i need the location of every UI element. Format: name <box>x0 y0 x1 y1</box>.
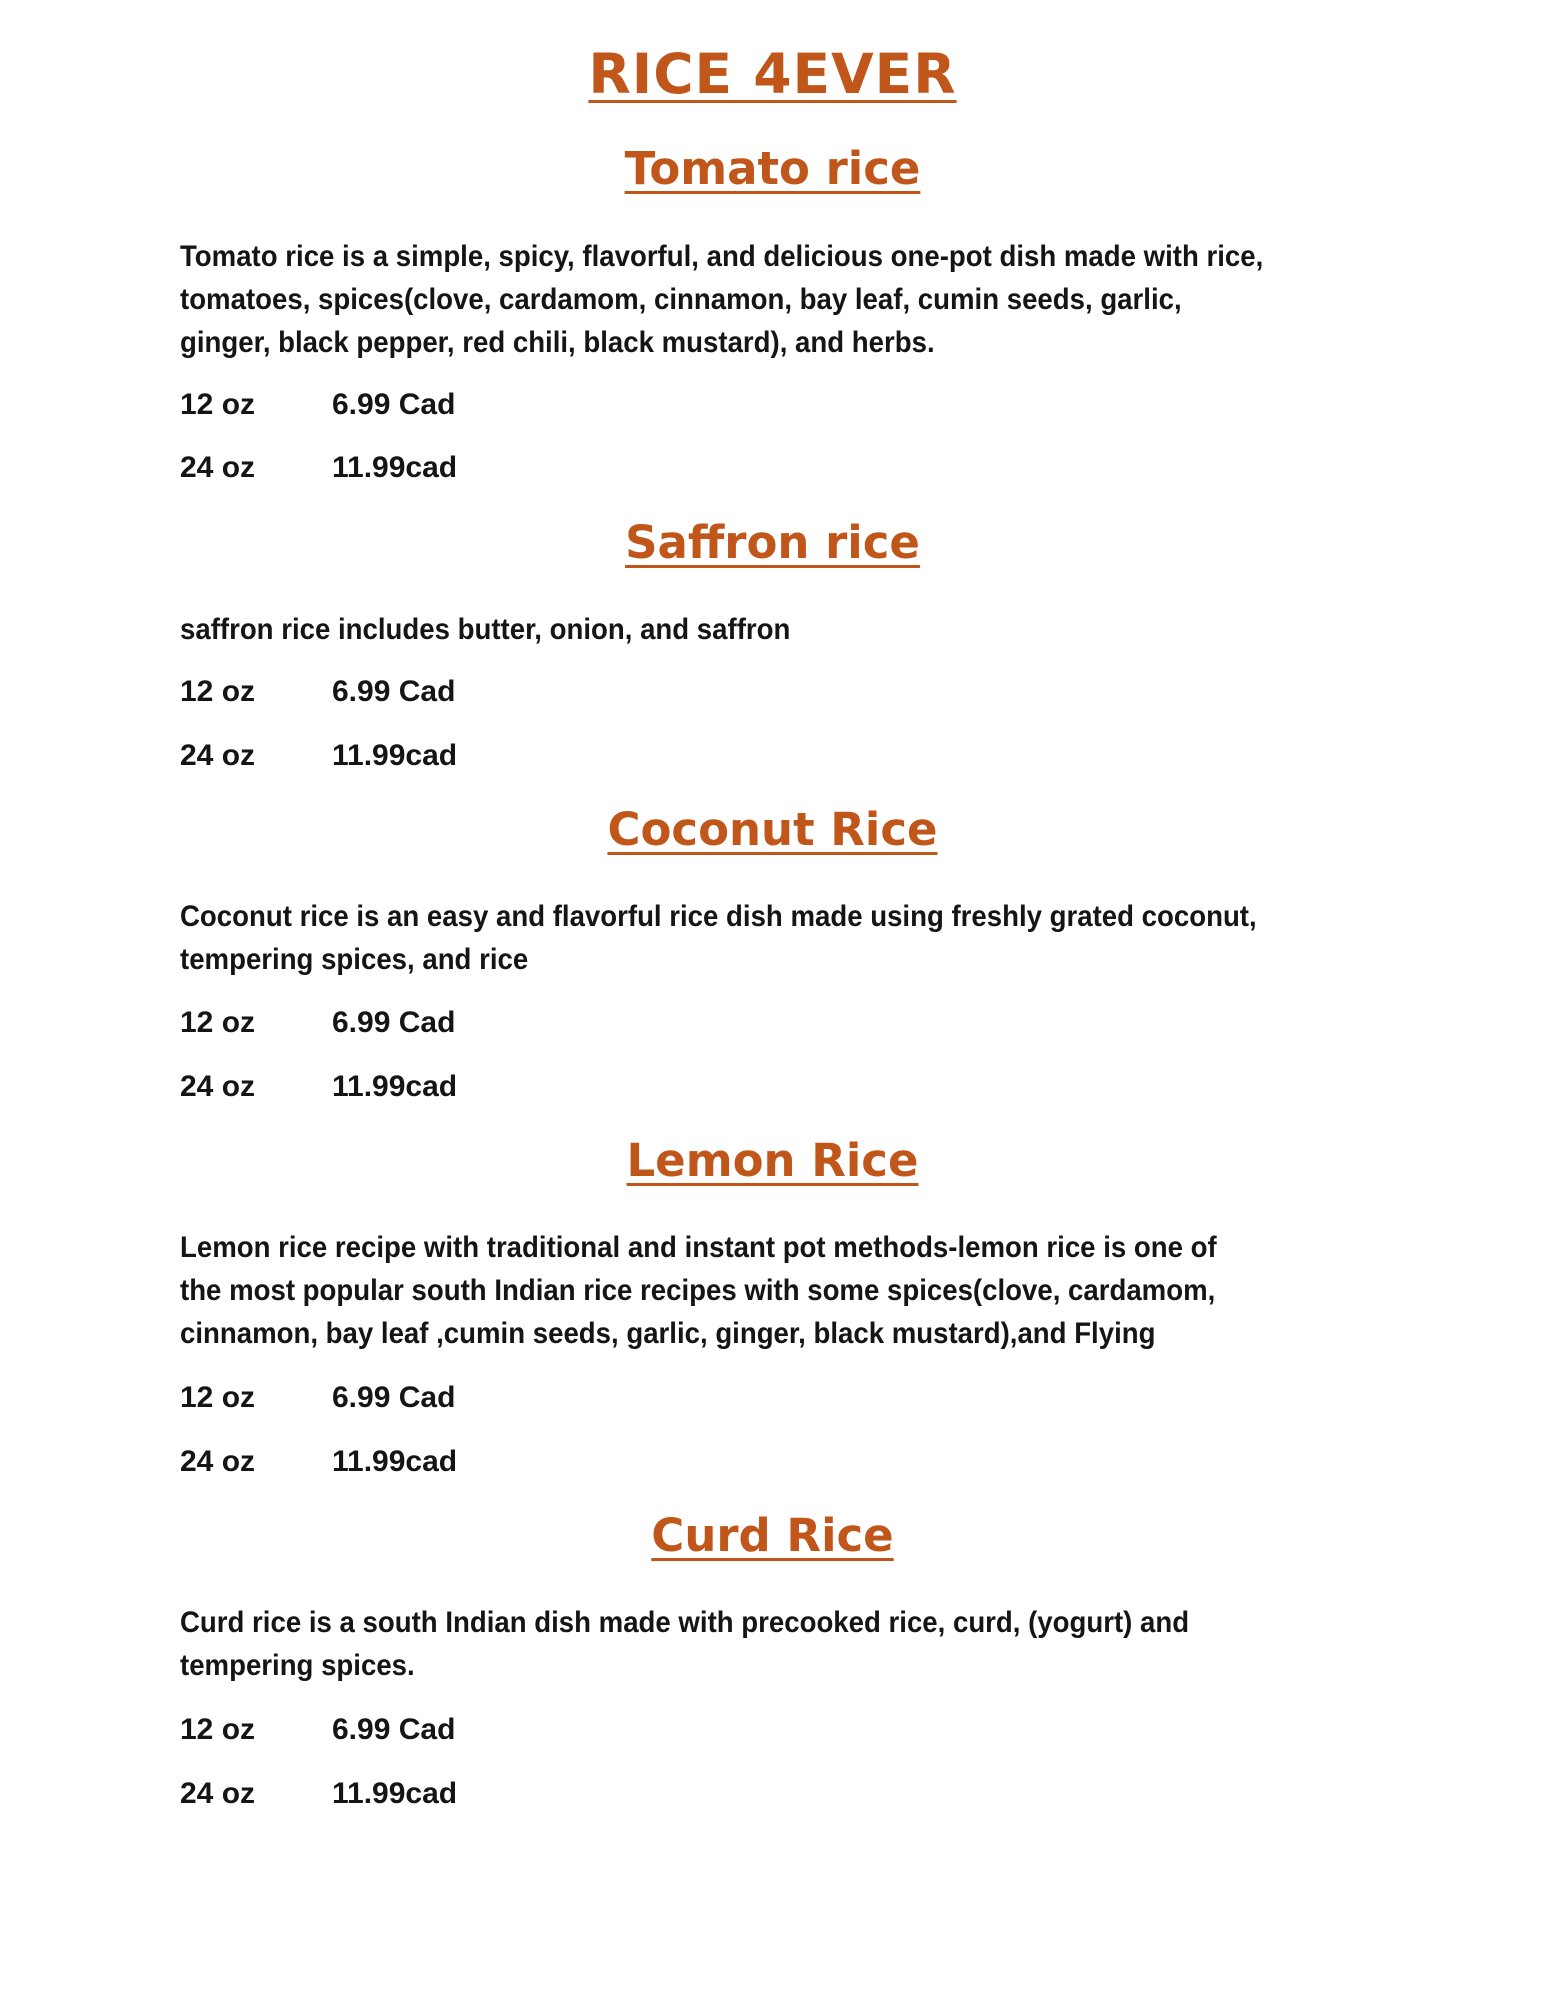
dish-name: Saffron rice <box>625 516 920 569</box>
menu-title-text: RICE 4EVER <box>588 42 957 106</box>
price-value: 6.99 Cad <box>332 1713 456 1746</box>
dish-title-curd-rice <box>0 1509 1545 1562</box>
menu-title <box>0 42 1545 106</box>
size-label: 24 oz <box>180 1070 256 1103</box>
price-value: 6.99 Cad <box>332 675 456 708</box>
price-value: 11.99cad <box>332 739 458 772</box>
dish-name: Curd Rice <box>651 1509 894 1562</box>
dish-description-saffron-rice: saffron rice includes butter, onion, and saffron <box>180 613 791 646</box>
dish-description-curd-rice: Curd rice is a south Indian dish made with precooked rice, curd, (yogurt) and tempering spices. <box>180 1606 1190 1682</box>
dish-title-coconut-rice <box>0 803 1545 856</box>
price-value: 11.99cad <box>332 451 458 484</box>
size-label: 12 oz <box>180 388 256 421</box>
dish-description-tomato-rice: Tomato rice is a simple, spicy, flavorful, and delicious one-pot dish made with rice, tomatoes, spices(clove, cardamom, cinnamon, bay leaf, cumin seeds, garlic, ginger, black pepper, red chili, black mustard), and herbs. <box>180 240 1264 359</box>
price-value: 11.99cad <box>332 1777 458 1810</box>
dish-name: Lemon Rice <box>626 1134 919 1187</box>
price-value: 11.99cad <box>332 1445 458 1478</box>
price-value: 11.99cad <box>332 1070 458 1103</box>
price-value: 6.99 Cad <box>332 1006 456 1039</box>
size-label: 24 oz <box>180 1445 256 1478</box>
dish-title-saffron-rice <box>0 516 1545 569</box>
size-label: 12 oz <box>180 1381 256 1414</box>
dish-description-coconut-rice: Coconut rice is an easy and flavorful rice dish made using freshly grated coconut, tempering spices, and rice <box>180 900 1257 976</box>
dish-title-tomato-rice <box>0 142 1545 195</box>
size-label: 24 oz <box>180 739 256 772</box>
price-value: 6.99 Cad <box>332 388 456 421</box>
size-label: 12 oz <box>180 1713 256 1746</box>
price-value: 6.99 Cad <box>332 1381 456 1414</box>
dish-name: Tomato rice <box>624 142 921 195</box>
size-label: 24 oz <box>180 451 256 484</box>
size-label: 12 oz <box>180 1006 256 1039</box>
size-label: 12 oz <box>180 675 256 708</box>
dish-name: Coconut Rice <box>607 803 938 856</box>
dish-title-lemon-rice <box>0 1134 1545 1187</box>
size-label: 24 oz <box>180 1777 256 1810</box>
dish-description-lemon-rice: Lemon rice recipe with traditional and instant pot methods-lemon rice is one of the most popular south Indian rice recipes with some spices(clove, cardamom, cinnamon, bay leaf ,cumin seeds, garlic, ginger, black mustard),and Flying <box>180 1231 1217 1350</box>
